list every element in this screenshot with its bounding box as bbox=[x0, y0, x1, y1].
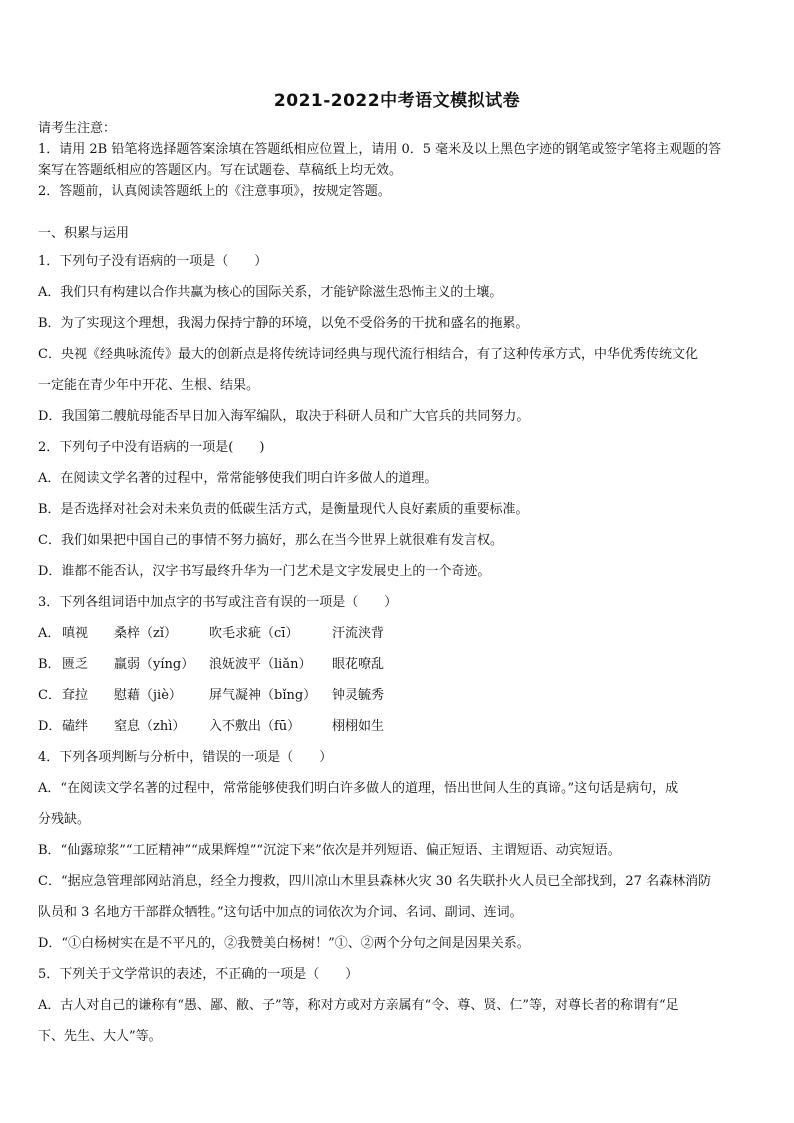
word-3: 入不敷出（fū） bbox=[209, 719, 301, 734]
page-title: 2021-2022中考语文模拟试卷 bbox=[273, 91, 521, 111]
question-3-option-a bbox=[38, 618, 760, 649]
word-2: 桑梓（zǐ） bbox=[114, 626, 178, 641]
word-1: 嗔视 bbox=[62, 626, 89, 641]
question-2-option-a: A．在阅读文学名著的过程中，常常能够使我们明白许多做人的道理。 bbox=[38, 471, 438, 486]
notice-item-1: 1．请用 2B 铅笔将选择题答案涂填在答题纸相应位置上，请用 0．5 毫米及以上黑色字迹的钢笔或签字笔将主观题的答 bbox=[38, 142, 722, 157]
question-1-option-d: D．我国第二艘航母能否早日加入海军编队，取决于科研人员和广大官兵的共同努力。 bbox=[38, 409, 530, 424]
word-3: 吹毛求疵（cī） bbox=[209, 626, 299, 641]
notice-heading: 请考生注意： bbox=[38, 121, 117, 136]
question-1-stem: 1．下列句子没有语病的一项是（ ） bbox=[38, 254, 268, 269]
question-4-option-d: D．“①白杨树实在是不平凡的，②我赞美白杨树！”①、②两个分句之间是因果关系。 bbox=[38, 936, 530, 951]
option-label: A． bbox=[38, 626, 61, 641]
question-3-stem: 3．下列各组词语中加点字的书写或注音有误的一项是（ ） bbox=[38, 595, 398, 610]
question-2-stem: 2．下列句子中没有语病的一项是( ) bbox=[38, 440, 265, 455]
question-3-option-d bbox=[38, 711, 760, 742]
notice-list bbox=[38, 139, 760, 202]
question-2-option-c: C．我们如果把中国自己的事情不努力搞好，那么在当今世界上就很难有发言权。 bbox=[38, 533, 503, 548]
question-4-option-c-cont: 队员和 3 名地方干部群众牺牲。”这句话中加点的词依次为介词、名词、副词、连词。 bbox=[38, 905, 523, 920]
word-4: 汗流浃背 bbox=[332, 626, 385, 641]
question-5-stem: 5．下列关于文学常识的表述，不正确的一项是（ ） bbox=[38, 967, 359, 982]
question-1-option-b: B．为了实现这个理想，我渴力保持宁静的环境，以免不受俗务的干扰和盛名的拖累。 bbox=[38, 316, 529, 331]
question-5-option-a-cont: 下、先生、大人”等。 bbox=[38, 1029, 162, 1044]
option-label: B． bbox=[38, 657, 61, 672]
question-3-option-b bbox=[38, 649, 760, 680]
word-4: 栩栩如生 bbox=[332, 719, 385, 734]
notice-item-1-cont: 案写在答题纸相应的答题区内。写在试题卷、草稿纸上均无效。 bbox=[38, 163, 403, 178]
question-2-option-b: B．是否选择对社会对未来负责的低碳生活方式，是衡量现代人良好素质的重要标准。 bbox=[38, 502, 529, 517]
option-label: D． bbox=[38, 719, 62, 734]
question-3-option-c bbox=[38, 680, 760, 711]
question-1-option-c: C．央视《经典咏流传》最大的创新点是将传统诗词经典与现代流行相结合，有了这种传承方式，中华优秀传统文化 bbox=[38, 347, 698, 362]
question-4-option-b: B．“仙露琼浆”“工匠精神”“成果辉煌”“沉淀下来”依次是并列短语、偏正短语、主谓短语、动宾短语。 bbox=[38, 843, 621, 858]
word-2: 羸弱（yíng） bbox=[114, 657, 195, 672]
section-heading: 一、积累与运用 bbox=[38, 226, 130, 241]
notice-item-2: 2．答题前，认真阅读答题纸上的《注意事项》，按规定答题。 bbox=[38, 184, 391, 199]
word-3: 屏气凝神（bǐng） bbox=[209, 688, 317, 703]
question-1-option-c-cont: 一定能在青少年中开花、生根、结果。 bbox=[38, 378, 260, 393]
question-4-option-c: C．“据应急管理部网站消息，经全力搜救，四川凉山木里县森林火灾 30 名失联扑火人员已全部找到，27 名森林消防 bbox=[38, 874, 712, 889]
question-4-option-a-cont: 分残缺。 bbox=[38, 812, 91, 827]
question-1-option-a: A．我们只有构建以合作共赢为核心的国际关系，才能铲除滋生恐怖主义的土壤。 bbox=[38, 285, 503, 300]
word-3: 浪妩波平（liǎn） bbox=[209, 657, 312, 672]
word-1: 耷拉 bbox=[62, 688, 89, 703]
exam-content bbox=[38, 222, 760, 1052]
word-4: 眼花嘹乱 bbox=[332, 657, 385, 672]
question-2-option-d: D．谁都不能否认，汉字书写最终升华为一门艺术是文字发展史上的一个奇迹。 bbox=[38, 564, 491, 579]
question-5-option-a: A．古人对自己的谦称有“愚、鄙、敝、子”等，称对方或对方亲属有“令、尊、贤、仁”等，对尊长者的称谓有“足 bbox=[38, 998, 679, 1013]
question-4-option-a: A．“在阅读文学名著的过程中，常常能够使我们明白许多做人的道理，悟出世间人生的真谛。”这句话是病句，成 bbox=[38, 781, 679, 796]
word-4: 钟灵毓秀 bbox=[332, 688, 385, 703]
question-4-stem: 4．下列各项判断与分析中，错误的一项是（ ） bbox=[38, 750, 333, 765]
word-1: 磕绊 bbox=[62, 719, 89, 734]
option-label: C． bbox=[38, 688, 61, 703]
word-2: 窒息（zhì） bbox=[114, 719, 186, 734]
word-2: 慰藉（jiè） bbox=[114, 688, 182, 703]
word-1: 匮乏 bbox=[62, 657, 89, 672]
